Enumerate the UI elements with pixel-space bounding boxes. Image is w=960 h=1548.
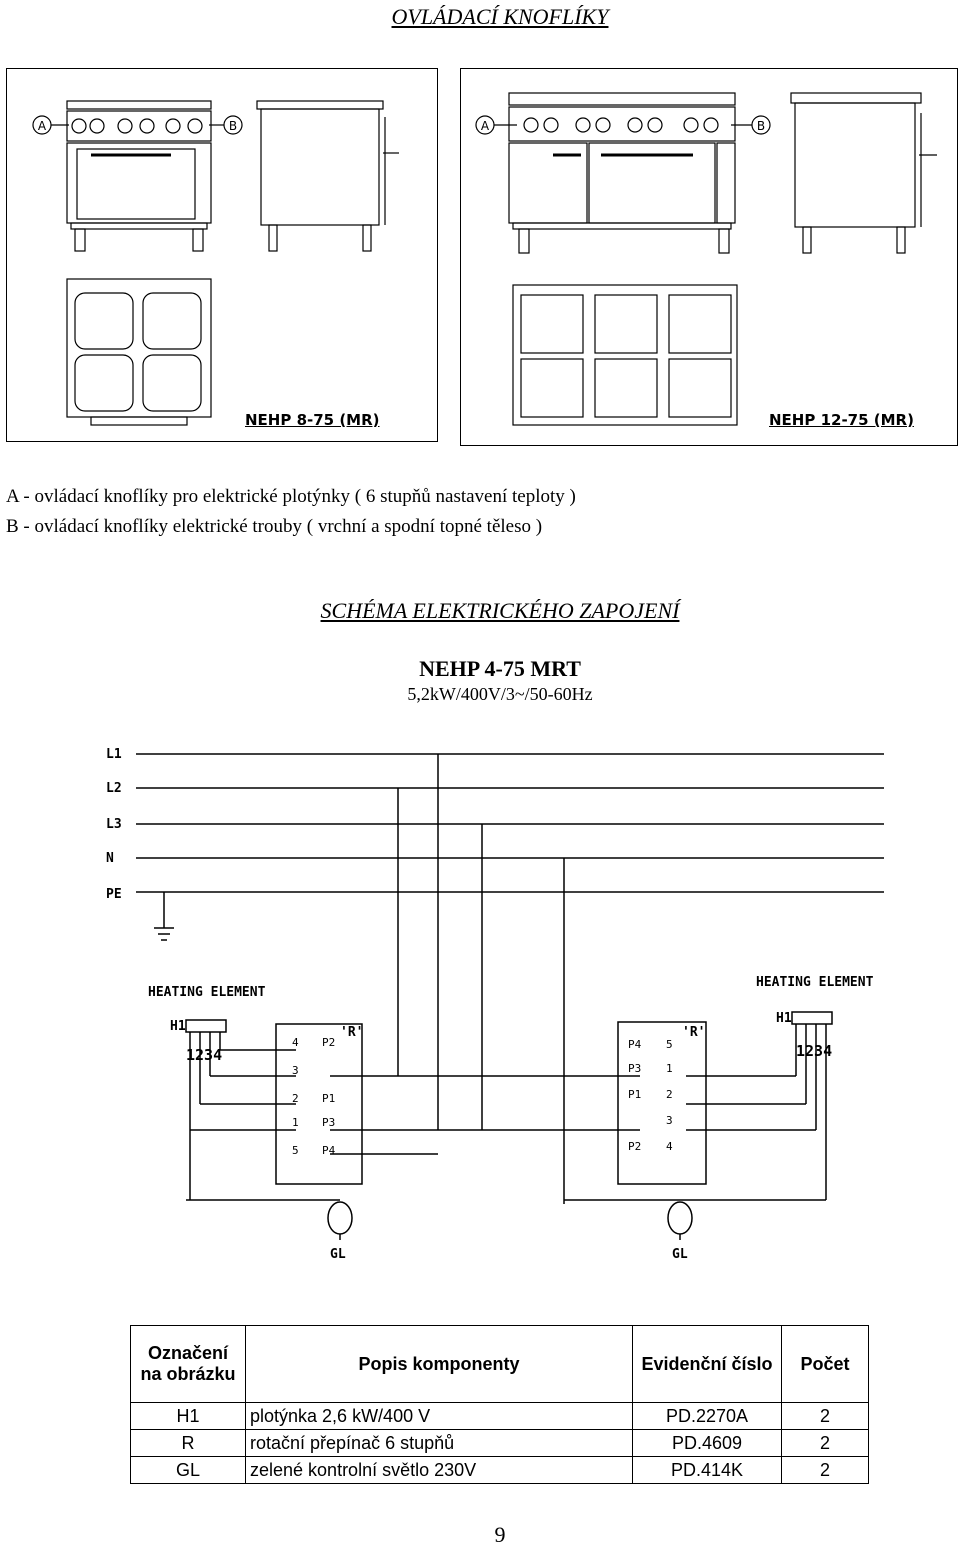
cell-description: rotační přepínač 6 stupňů xyxy=(246,1430,633,1457)
sw-right-label-9: 4 xyxy=(666,1140,673,1153)
cell-part-number: PD.2270A xyxy=(633,1403,782,1430)
label-l2: L2 xyxy=(106,781,122,796)
header-description: Popis komponenty xyxy=(246,1326,633,1403)
cell-count: 2 xyxy=(782,1457,869,1484)
table-row xyxy=(131,1457,869,1484)
sw-right-label-2: 5 xyxy=(666,1038,673,1051)
sw-left-label-4: 2 xyxy=(292,1092,299,1105)
schema-model: NEHP 4-75 MRT xyxy=(419,656,581,681)
wiring-diagram xyxy=(0,730,960,1290)
cell-description: plotýnka 2,6 kW/400 V xyxy=(246,1403,633,1430)
stove-drawing-left xyxy=(7,69,437,441)
cell-count: 2 xyxy=(782,1430,869,1457)
header-part-number: Evidenční číslo xyxy=(633,1326,782,1403)
page-title: OVLÁDACÍ KNOFLÍKY xyxy=(391,4,609,29)
sw-right-label-7: 3 xyxy=(666,1114,673,1127)
callout-a-label-right: A xyxy=(480,119,490,133)
table-row xyxy=(131,1430,869,1457)
label-n: N xyxy=(106,851,114,866)
parts-table-header xyxy=(131,1326,869,1403)
cell-description: zelené kontrolní světlo 230V xyxy=(246,1457,633,1484)
sw-right-label-3: P3 xyxy=(628,1062,642,1075)
callout-b-label-right: B xyxy=(756,119,766,133)
table-row xyxy=(131,1403,869,1430)
header-count: Počet xyxy=(782,1326,869,1403)
h1-right-label: H1 xyxy=(776,1011,792,1026)
terminals-left-label: 1234 xyxy=(186,1046,223,1064)
lamp-right-label: GL xyxy=(672,1247,688,1262)
header-designation: Označení na obrázku xyxy=(131,1326,246,1403)
cell-count: 2 xyxy=(782,1403,869,1430)
lamp-left-label: GL xyxy=(330,1247,346,1262)
sw-left-label-1: 4 xyxy=(292,1036,299,1049)
stove-drawing-right xyxy=(461,69,957,445)
sw-right-label-5: P1 xyxy=(628,1088,642,1101)
sw-left-label-7: P3 xyxy=(322,1116,336,1129)
cell-part-number: PD.414K xyxy=(633,1457,782,1484)
page-number: 9 xyxy=(494,1522,506,1547)
sw-left-label-5: P1 xyxy=(322,1092,336,1105)
cell-designation: H1 xyxy=(131,1403,246,1430)
switch-right-label: 'R' xyxy=(682,1025,706,1040)
schema-title: SCHÉMA ELEKTRICKÉHO ZAPOJENÍ xyxy=(320,598,680,623)
label-l3: L3 xyxy=(106,817,122,832)
label-l1: L1 xyxy=(106,747,122,762)
sw-left-label-8: 5 xyxy=(292,1144,299,1157)
terminals-right-label: 1234 xyxy=(796,1042,833,1060)
sw-right-label-4: 1 xyxy=(666,1062,673,1075)
sw-right-label-1: P4 xyxy=(628,1038,642,1051)
sw-right-label-8: P2 xyxy=(628,1140,642,1153)
heating-element-left-label: HEATING ELEMENT xyxy=(148,985,266,1000)
parts-table xyxy=(130,1325,869,1484)
callout-b-label: B xyxy=(228,119,238,133)
callout-a-label: A xyxy=(37,119,47,133)
figure-left-frame xyxy=(6,68,438,442)
sw-left-label-6: 1 xyxy=(292,1116,299,1129)
sw-left-label-2: P2 xyxy=(322,1036,336,1049)
cell-designation: R xyxy=(131,1430,246,1457)
sw-left-label-9: P4 xyxy=(322,1144,336,1157)
model-label-right: NEHP 12-75 (MR) xyxy=(769,411,914,429)
legend-line-b: B - ovládací knoflíky elektrické trouby ( vrchní a spodní topné těleso ) xyxy=(6,516,543,537)
cell-designation: GL xyxy=(131,1457,246,1484)
sw-left-label-3: 3 xyxy=(292,1064,299,1077)
model-label-left: NEHP 8-75 (MR) xyxy=(245,411,380,429)
cell-part-number: PD.4609 xyxy=(633,1430,782,1457)
schema-spec: 5,2kW/400V/3~/50-60Hz xyxy=(407,684,593,704)
figure-right-frame xyxy=(460,68,958,446)
sw-right-label-6: 2 xyxy=(666,1088,673,1101)
legend-line-a: A - ovládací knoflíky pro elektrické plotýnky ( 6 stupňů nastavení teploty ) xyxy=(6,486,576,507)
switch-left-label: 'R' xyxy=(340,1025,364,1040)
h1-left-label: H1 xyxy=(170,1019,186,1034)
label-pe: PE xyxy=(106,887,122,902)
heating-element-right-label: HEATING ELEMENT xyxy=(756,975,874,990)
